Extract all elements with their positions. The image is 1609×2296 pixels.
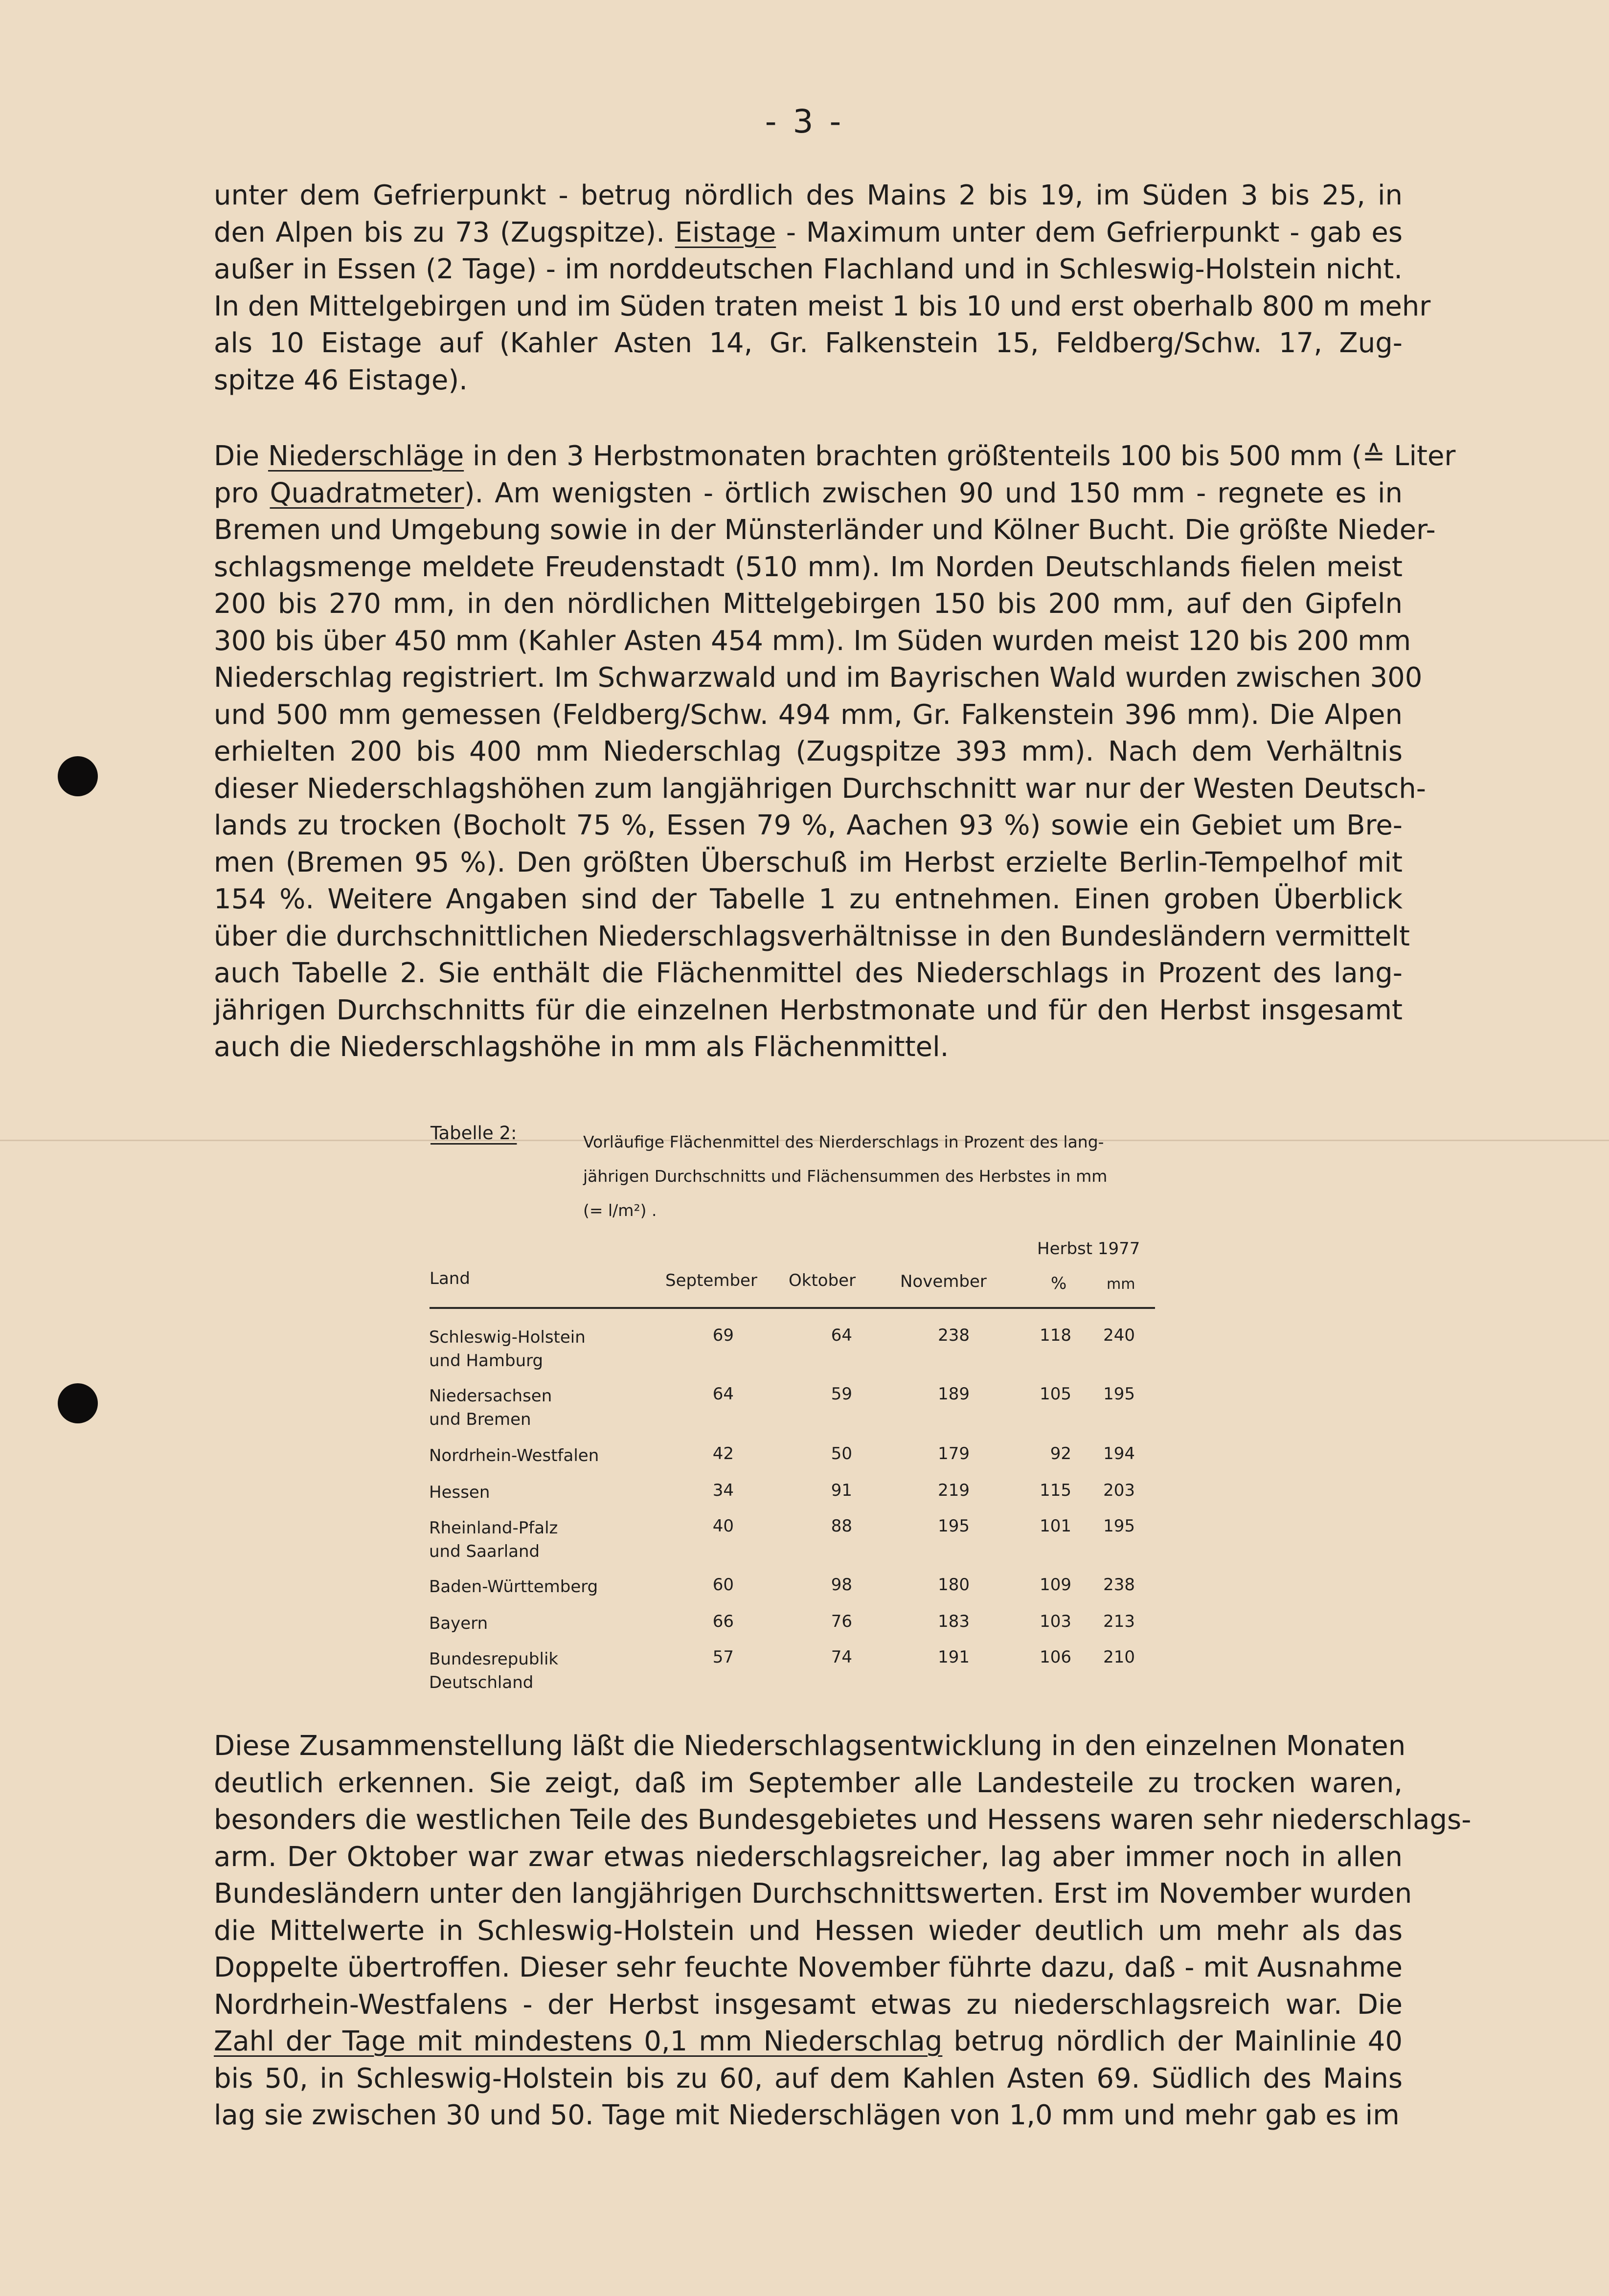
land-name-line: Nordrhein-Westfalen	[429, 1446, 599, 1465]
text-line: jährigen Durchschnitts für die einzelnen Herbstmonate und für den Herbst insgesamt	[214, 994, 1403, 1026]
table-cell-sep: 64	[712, 1384, 734, 1404]
table-cell-sep: 69	[712, 1326, 734, 1345]
underlined-term: Zahl der Tage mit mindestens 0,1 mm Niederschlag	[214, 2026, 943, 2057]
table-cell-okt: 76	[831, 1612, 852, 1631]
text-line: erhielten 200 bis 400 mm Niederschlag (Zugspitze 393 mm). Nach dem Verhältnis	[214, 736, 1403, 767]
table-cell-okt: 50	[831, 1444, 852, 1463]
underlined-term: Eistage	[675, 216, 776, 248]
table-cell-pct: 92	[1050, 1444, 1071, 1463]
table-caption-line: (= l/m²) .	[583, 1201, 657, 1220]
text-line: men (Bremen 95 %). Den größten Überschuß im Herbst erzielte Berlin-Tempelhof mit	[214, 846, 1403, 878]
text-line: unter dem Gefrierpunkt - betrug nördlich des Mains 2 bis 19, im Süden 3 bis 25, in	[214, 180, 1403, 211]
text-line: deutlich erkennen. Sie zeigt, daß im September alle Landesteile zu trocken waren,	[214, 1767, 1403, 1799]
table-cell-land	[429, 1612, 488, 1635]
underlined-term: Quadratmeter	[270, 477, 464, 509]
header-september: September	[665, 1271, 757, 1290]
land-name-line: Niedersachsen	[429, 1386, 552, 1406]
text-line	[214, 2023, 1403, 2060]
text-line: Nordrhein-Westfalens - der Herbst insgesamt etwas zu niederschlagsreich war. Die	[214, 1988, 1403, 2021]
table-cell-pct: 118	[1040, 1326, 1071, 1345]
land-name-line: Baden-Württemberg	[429, 1577, 598, 1597]
text-line: 154 %. Weitere Angaben sind der Tabelle 1 zu entnehmen. Einen groben Überblick	[214, 883, 1403, 915]
table-caption-line: jährigen Durchschnitts und Flächensummen des Herbstes in mm	[583, 1167, 1108, 1186]
text-line: auch die Niederschlagshöhe in mm als Flächenmittel.	[214, 1031, 949, 1063]
text-line: lands zu trocken (Bocholt 75 %, Essen 79 %, Aachen 93 %) sowie ein Gebiet um Bre-	[214, 810, 1403, 841]
text-segment: ). Am wenigsten - örtlich zwischen 90 und 150 mm - regnete es in	[464, 477, 1403, 509]
table-caption-line: Vorläufige Flächenmittel des Nierderschlags in Prozent des lang-	[583, 1132, 1104, 1151]
page-number: - 3 -	[765, 103, 844, 140]
table-cell-mm: 195	[1103, 1384, 1135, 1404]
table-header-rule	[430, 1307, 1155, 1309]
table-cell-pct: 105	[1040, 1384, 1071, 1404]
text-line: und 500 mm gemessen (Feldberg/Schw. 494 mm, Gr. Falkenstein 396 mm). Die Alpen	[214, 698, 1403, 731]
table-cell-pct: 106	[1040, 1647, 1071, 1667]
table-cell-land	[429, 1481, 490, 1504]
land-name-line: Hessen	[429, 1483, 490, 1502]
table-cell-okt: 88	[831, 1516, 852, 1536]
text-line	[214, 214, 1403, 251]
table-cell-pct: 115	[1040, 1481, 1071, 1500]
table-cell-nov: 179	[938, 1444, 970, 1463]
land-name-line: und Hamburg	[429, 1351, 544, 1371]
text-line: 200 bis 270 mm, in den nördlichen Mittelgebirgen 150 bis 200 mm, auf den Gipfeln	[214, 588, 1403, 620]
table-cell-okt: 98	[831, 1575, 852, 1595]
table-cell-land	[429, 1384, 552, 1431]
table-cell-mm: 213	[1103, 1612, 1135, 1631]
table-cell-pct: 109	[1040, 1575, 1071, 1595]
text-line	[214, 475, 1403, 512]
text-line: Bundesländern unter den langjährigen Durchschnittswerten. Erst im November wurden	[214, 1878, 1412, 1910]
text-line: lag sie zwischen 30 und 50. Tage mit Niederschlägen von 1,0 mm und mehr gab es im	[214, 2099, 1400, 2131]
text-line: die Mittelwerte in Schleswig-Holstein und Hessen wieder deutlich um mehr als das	[214, 1914, 1403, 1947]
table-cell-okt: 91	[831, 1481, 852, 1500]
table-caption	[583, 1125, 1185, 1228]
table-cell-nov: 195	[938, 1516, 970, 1536]
text-line: In den Mittelgebirgen und im Süden traten meist 1 bis 10 und erst oberhalb 800 m mehr	[214, 290, 1431, 322]
table-cell-sep: 40	[712, 1516, 734, 1536]
paragraph-frost-days	[214, 177, 1431, 399]
text-line: auch Tabelle 2. Sie enthält die Flächenmittel des Niederschlags in Prozent des lang-	[214, 957, 1403, 989]
land-name-line: Schleswig-Holstein	[429, 1328, 586, 1347]
text-segment: pro	[214, 477, 270, 509]
land-name-line: Deutschland	[429, 1673, 534, 1692]
text-line: außer in Essen (2 Tage) - im norddeutschen Flachland und in Schleswig-Holstein nicht.	[214, 253, 1403, 285]
text-line: Niederschlag registriert. Im Schwarzwald und im Bayrischen Wald wurden zwischen 300	[214, 662, 1423, 694]
land-name-line: und Saarland	[429, 1542, 540, 1561]
paragraph-precipitation	[214, 438, 1456, 1066]
text-line: als 10 Eistage auf (Kahler Asten 14, Gr. Falkenstein 15, Feldberg/Schw. 17, Zug-	[214, 327, 1403, 359]
table-cell-nov: 191	[938, 1647, 970, 1667]
table-cell-mm: 195	[1103, 1516, 1135, 1536]
table-cell-sep: 57	[712, 1647, 734, 1667]
text-line: arm. Der Oktober war zwar etwas niederschlagsreicher, lag aber immer noch in allen	[214, 1841, 1403, 1873]
text-line: schlagsmenge meldete Freudenstadt (510 mm). Im Norden Deutschlands fielen meist	[214, 551, 1403, 583]
table-cell-nov: 238	[938, 1326, 970, 1345]
table-cell-land	[429, 1575, 598, 1598]
header-percent: %	[1051, 1274, 1067, 1293]
text-line: 300 bis über 450 mm (Kahler Asten 454 mm). Im Süden wurden meist 120 bis 200 mm	[214, 625, 1411, 657]
text-segment: in den 3 Herbstmonaten brachten größtenteils 100 bis 500 mm (≙ Liter	[464, 440, 1456, 472]
header-mm: mm	[1107, 1276, 1135, 1293]
table-cell-sep: 66	[712, 1612, 734, 1631]
text-segment: betrug nördlich der Mainlinie 40	[942, 2026, 1403, 2057]
text-line: über die durchschnittlichen Niederschlagsverhältnisse in den Bundesländern vermittelt	[214, 920, 1410, 952]
text-line	[214, 438, 1456, 475]
table-cell-okt: 64	[831, 1326, 852, 1345]
header-oktober: Oktober	[789, 1271, 856, 1290]
table-cell-land	[429, 1326, 586, 1373]
table-cell-land	[429, 1444, 599, 1467]
table-cell-mm: 203	[1103, 1481, 1135, 1500]
header-herbst: Herbst 1977	[1037, 1239, 1140, 1259]
text-line: Diese Zusammenstellung läßt die Niederschlagsentwicklung in den einzelnen Monaten	[214, 1730, 1406, 1762]
text-line: spitze 46 Eistage).	[214, 364, 468, 396]
text-segment: - Maximum unter dem Gefrierpunkt - gab es	[776, 216, 1403, 248]
punch-hole	[58, 1383, 98, 1423]
table-cell-pct: 101	[1040, 1516, 1071, 1536]
text-line: bis 50, in Schleswig-Holstein bis zu 60, auf dem Kahlen Asten 69. Südlich des Mains	[214, 2062, 1403, 2094]
text-segment: Die	[214, 440, 268, 472]
table-cell-nov: 183	[938, 1612, 970, 1631]
table-cell-okt: 59	[831, 1384, 852, 1404]
table-cell-nov: 189	[938, 1384, 970, 1404]
table-cell-okt: 74	[831, 1647, 852, 1667]
table-cell-mm: 240	[1103, 1326, 1135, 1345]
table-cell-mm: 194	[1103, 1444, 1135, 1463]
land-name-line: Rheinland-Pfalz	[429, 1518, 558, 1538]
table-cell-nov: 219	[938, 1481, 970, 1500]
land-name-line: Bayern	[429, 1614, 488, 1633]
table-label: Tabelle 2:	[431, 1123, 517, 1144]
table-cell-land	[429, 1647, 558, 1694]
underlined-term: Niederschläge	[268, 440, 464, 472]
text-segment: den Alpen bis zu 73 (Zugspitze).	[214, 216, 675, 248]
land-name-line: Bundesrepublik	[429, 1649, 559, 1669]
table-cell-sep: 34	[712, 1481, 734, 1500]
text-line: Bremen und Umgebung sowie in der Münsterländer und Kölner Bucht. Die größte Nieder-	[214, 514, 1436, 546]
table-cell-mm: 210	[1103, 1647, 1135, 1667]
land-name-line: und Bremen	[429, 1410, 531, 1429]
table-cell-nov: 180	[938, 1575, 970, 1595]
table-cell-sep: 60	[712, 1575, 734, 1595]
text-line: besonders die westlichen Teile des Bundesgebietes und Hessens waren sehr niederschlags-	[214, 1804, 1472, 1836]
table-cell-land	[429, 1516, 558, 1563]
header-land: Land	[430, 1269, 470, 1288]
header-november: November	[900, 1272, 987, 1291]
table-cell-mm: 238	[1103, 1575, 1135, 1595]
text-line: Doppelte übertroffen. Dieser sehr feuchte November führte dazu, daß - mit Ausnahme	[214, 1952, 1403, 1983]
table-cell-pct: 103	[1040, 1612, 1071, 1631]
paragraph-monthly-development	[214, 1728, 1472, 2134]
text-line: dieser Niederschlagshöhen zum langjährigen Durchschnitt war nur der Westen Deutsch-	[214, 772, 1426, 805]
punch-hole	[58, 756, 98, 796]
table-cell-sep: 42	[712, 1444, 734, 1463]
